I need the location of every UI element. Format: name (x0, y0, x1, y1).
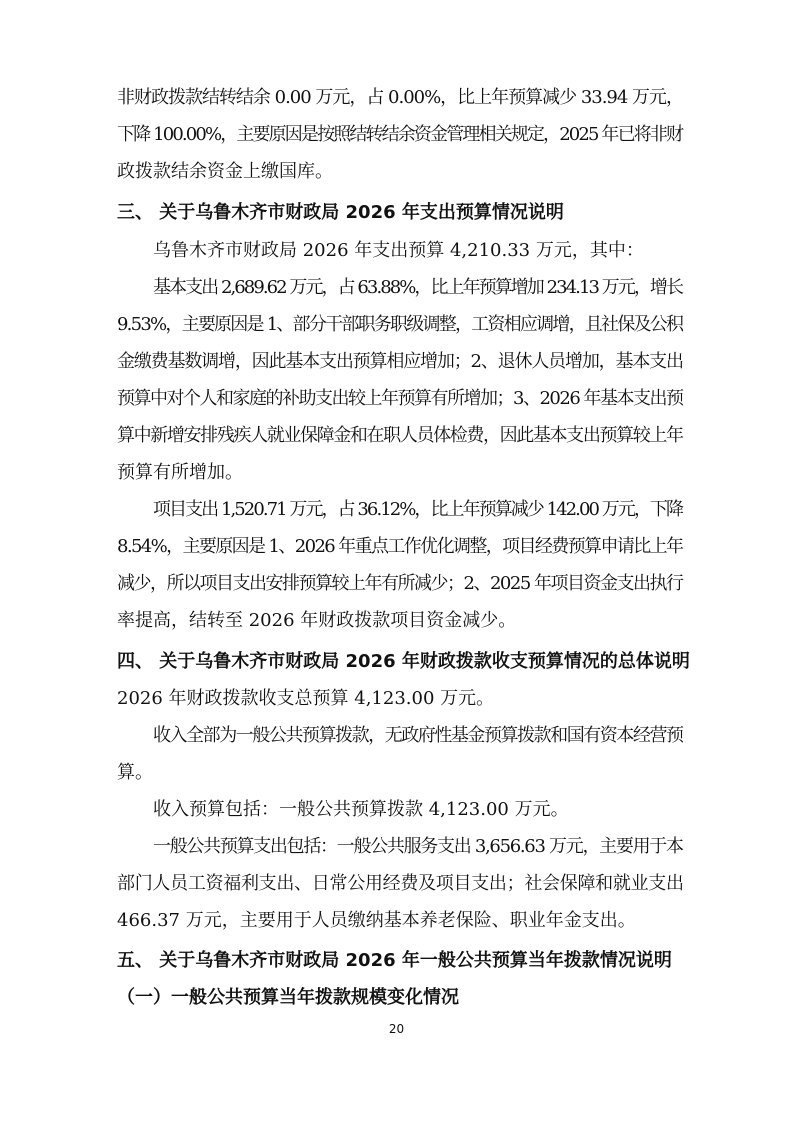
subsection-heading: （一）一般公共预算当年拨款规模变化情况 (117, 987, 459, 1008)
paragraph-line: 项目支出 1,520.71 万元，占 36.12%，比上年预算减少 142.00 万元，下降 (153, 499, 683, 520)
section-heading-5: 五、 关于乌鲁木齐市财政局 2026 年一般公共预算当年拨款情况说明 (117, 950, 672, 971)
paragraph-line: 下降 100.00%，主要原因是按照结转结余资金管理相关规定，2025 年已将非财 (117, 124, 683, 145)
paragraph-line: 政拨款结余资金上缴国库。 (117, 161, 333, 182)
paragraph-line: 收入全部为一般公共预算拨款，无政府性基金预算拨款和国有资本经营预 (153, 725, 683, 746)
paragraph-line: 预算中对个人和家庭的补助支出较上年预算有所增加；3、2026 年基本支出预 (117, 388, 683, 409)
paragraph-line: 减少，所以项目支出安排预算较上年有所减少；2、2025 年项目资金支出执行 (117, 573, 683, 594)
paragraph-line: 率提高，结转至 2026 年财政拨款项目资金减少。 (117, 610, 517, 631)
paragraph-line: 9.53%，主要原因是 1、部分干部职务职级调整，工资相应调增，且社保及公积 (117, 314, 683, 335)
paragraph-line: 一般公共预算支出包括：一般公共服务支出 3,656.63 万元，主要用于本 (153, 836, 683, 857)
paragraph-line: 非财政拨款结转结余 0.00 万元，占 0.00%，比上年预算减少 33.94 万元， (117, 87, 683, 108)
paragraph-line: 收入预算包括：一般公共预算拨款 4,123.00 万元。 (153, 799, 569, 820)
paragraph-line: 466.37 万元，主要用于人员缴纳基本养老保险、职业年金支出。 (117, 910, 636, 931)
section-heading-3: 三、 关于乌鲁木齐市财政局 2026 年支出预算情况说明 (117, 202, 564, 223)
paragraph-line: 预算有所增加。 (117, 462, 243, 483)
paragraph-line: 算中新增安排残疾人就业保障金和在职人员体检费，因此基本支出预算较上年 (117, 425, 683, 446)
paragraph-line: 算。 (117, 762, 153, 783)
paragraph-line: 2026 年财政拨款收支总预算 4,123.00 万元。 (117, 688, 495, 709)
paragraph-line: 8.54%，主要原因是 1、2026 年重点工作优化调整，项目经费预算申请比上年 (117, 536, 683, 557)
paragraph-line: 乌鲁木齐市财政局 2026 年支出预算 4,210.33 万元，其中： (153, 240, 644, 261)
page-number: 20 (388, 1022, 405, 1036)
paragraph-line: 基本支出 2,689.62 万元，占 63.88%，比上年预算增加 234.13 万元，增长 (153, 277, 683, 298)
paragraph-line: 金缴费基数调增，因此基本支出预算相应增加；2、退休人员增加，基本支出 (117, 351, 683, 372)
paragraph-line: 部门人员工资福利支出、日常公用经费及项目支出；社会保障和就业支出 (117, 873, 684, 894)
section-heading-4: 四、 关于乌鲁木齐市财政局 2026 年财政拨款收支预算情况的总体说明 (117, 651, 690, 672)
